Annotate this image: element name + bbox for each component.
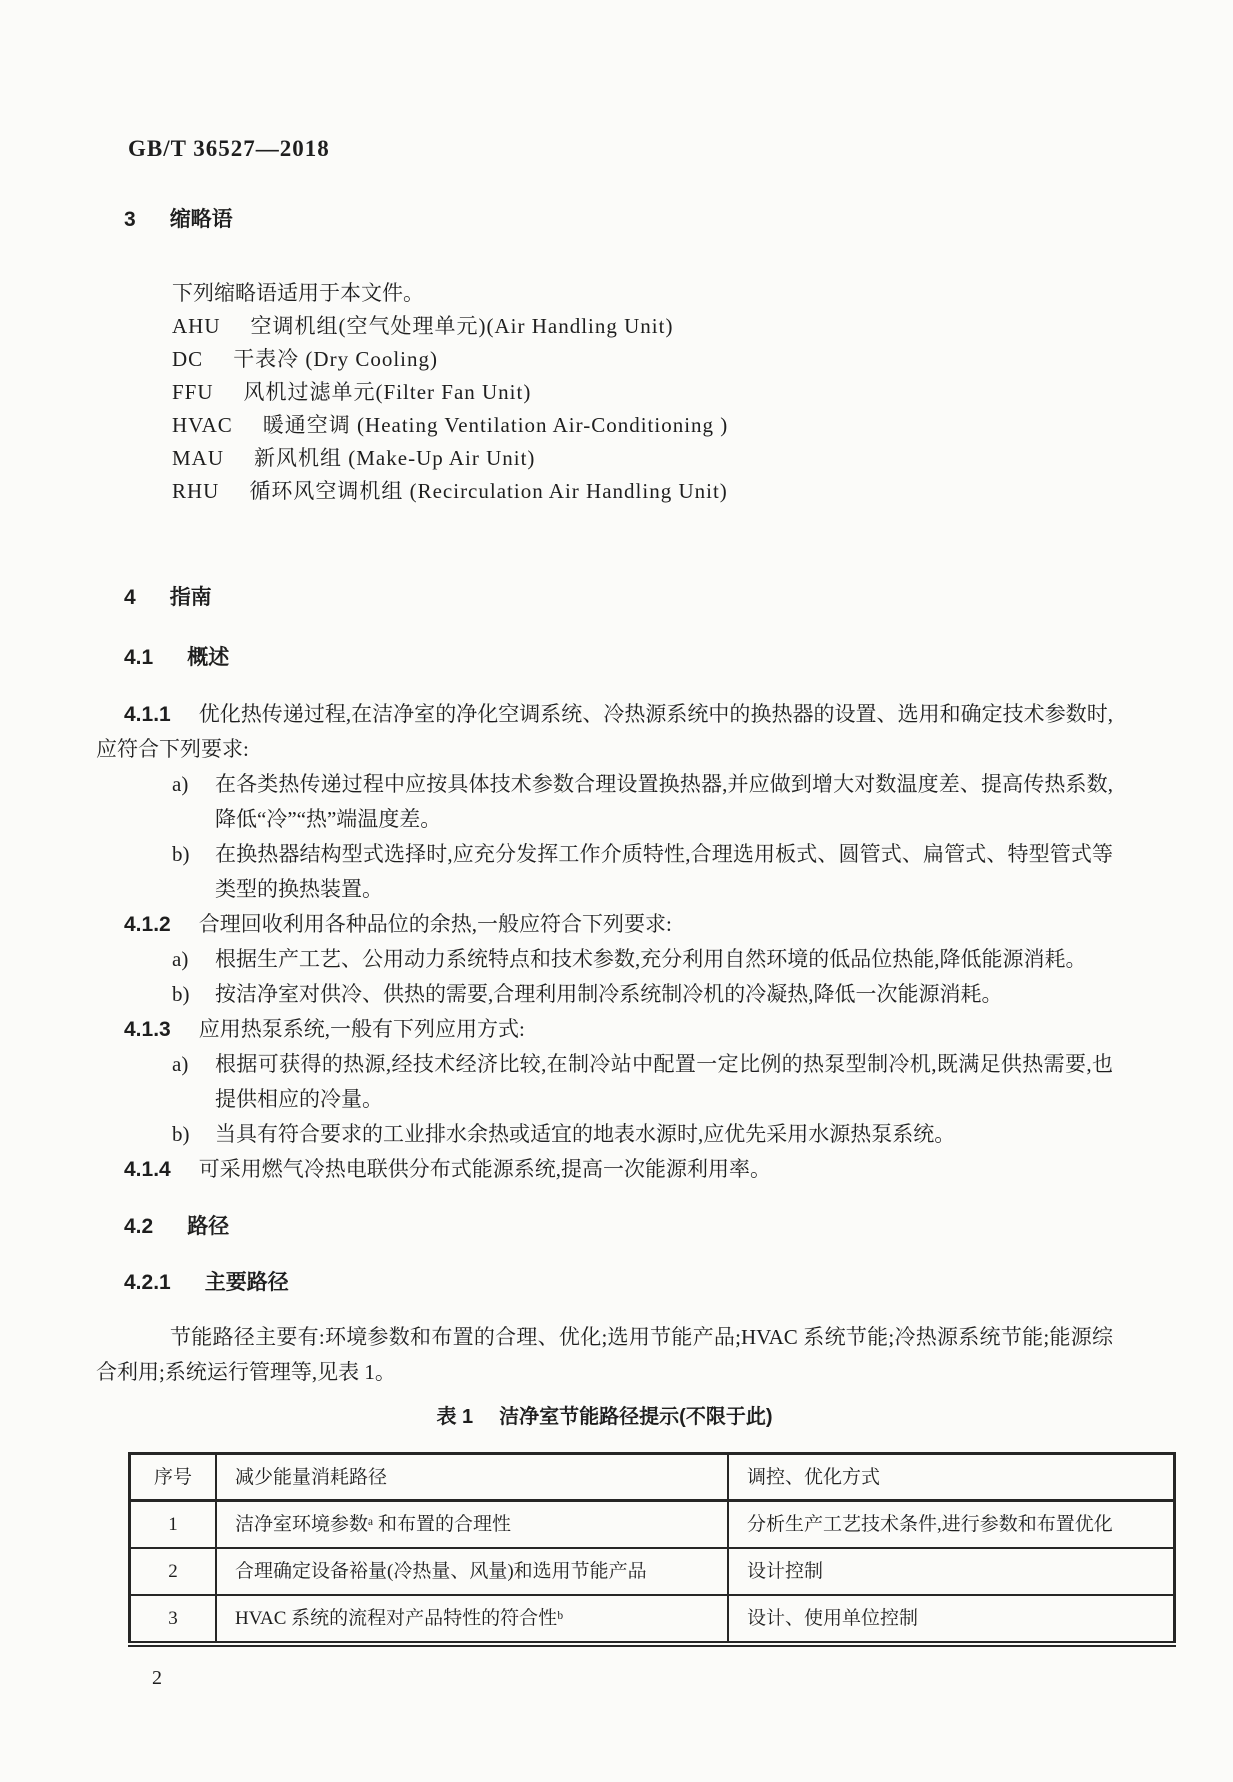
abbreviation-item: [172, 475, 1113, 508]
abbr-code: AHU: [172, 314, 221, 338]
clause-412-text: 合理回收利用各种品位的余热,一般应符合下列要求:: [198, 912, 672, 936]
abbreviation-item: [172, 376, 1113, 409]
clause-412-item-a: [96, 942, 1113, 977]
clause-412-item-b: [96, 977, 1113, 1012]
abbr-definition: 循环风空调机组 (Recirculation Air Handling Unit): [249, 479, 728, 503]
item-label: a): [172, 772, 189, 796]
section42-number: 4.2: [124, 1215, 154, 1238]
abbr-code: DC: [172, 347, 204, 371]
abbr-definition: 空调机组(空气处理单元)(Air Handling Unit): [250, 314, 674, 338]
cell-no: 1: [130, 1501, 217, 1549]
item-text: 根据生产工艺、公用动力系统特点和技术参数,充分利用自然环境的低品位热能,降低能源消耗。: [215, 947, 1087, 971]
abbr-definition: 干表冷 (Dry Cooling): [233, 347, 439, 371]
page-number: 2: [152, 1667, 162, 1689]
abbreviation-item: [172, 409, 1113, 442]
table-row: [130, 1548, 1175, 1595]
clause-412-number: 4.1.2: [124, 913, 171, 936]
cell-method: 设计、使用单位控制: [728, 1595, 1175, 1644]
section4-number: 4: [124, 586, 136, 609]
abbr-code: FFU: [172, 380, 214, 404]
clauses-41: [96, 697, 1113, 1187]
table1-caption-label: 表 1: [436, 1406, 474, 1428]
clause-412: [96, 907, 1113, 942]
item-label: a): [172, 1052, 189, 1076]
cell-path: HVAC 系统的流程对产品特性的符合性ᵇ: [216, 1595, 728, 1644]
abbreviations-intro: 下列缩略语适用于本文件。: [172, 281, 424, 305]
clause-414: [96, 1152, 1113, 1187]
item-text: 根据可获得的热源,经技术经济比较,在制冷站中配置一定比例的热泵型制冷机,既满足供热需要,也提供相应的冷量。: [215, 1052, 1113, 1111]
cell-method: 分析生产工艺技术条件,进行参数和布置优化: [728, 1501, 1175, 1549]
abbreviation-item: [172, 310, 1113, 343]
abbr-code: HVAC: [172, 413, 233, 437]
section42-heading: [124, 1214, 1113, 1240]
section421-title: 主要路径: [204, 1271, 289, 1294]
header-cell-no: 序号: [130, 1454, 217, 1501]
table1-caption-title: 洁净室节能路径提示(不限于此): [499, 1406, 773, 1428]
table-row: [130, 1501, 1175, 1549]
table1-caption: [96, 1404, 1113, 1430]
cell-no: 2: [130, 1548, 217, 1595]
abbr-definition: 新风机组 (Make-Up Air Unit): [254, 446, 536, 470]
abbr-code: MAU: [172, 446, 225, 470]
header-cell-method: 调控、优化方式: [728, 1454, 1175, 1501]
clause-411-number: 4.1.1: [124, 703, 171, 726]
section41-heading: [124, 645, 1113, 671]
clause-411-item-b: [96, 837, 1113, 907]
item-label: a): [172, 947, 189, 971]
section421-number: 4.2.1: [124, 1271, 171, 1294]
clause-413-item-b: [96, 1117, 1113, 1152]
clause-413-text: 应用热泵系统,一般有下列应用方式:: [198, 1017, 525, 1041]
item-text: 当具有符合要求的工业排水余热或适宜的地表水源时,应优先采用水源热泵系统。: [215, 1122, 956, 1146]
clause-414-number: 4.1.4: [124, 1158, 171, 1181]
abbr-code: RHU: [172, 479, 220, 503]
clause-411-text: 优化热传递过程,在洁净室的净化空调系统、冷热源系统中的换热器的设置、选用和确定技术参数时,应符合下列要求:: [96, 702, 1113, 761]
cell-path: 合理确定设备裕量(冷热量、风量)和选用节能产品: [216, 1548, 728, 1595]
section3-title: 缩略语: [169, 208, 233, 231]
item-label: b): [172, 982, 190, 1006]
section41-number: 4.1: [124, 646, 154, 669]
item-label: b): [172, 1122, 190, 1146]
section4-title: 指南: [169, 586, 212, 609]
abbreviation-item: [172, 442, 1113, 475]
cell-path: 洁净室环境参数ᵃ 和布置的合理性: [216, 1501, 728, 1549]
section3-number: 3: [124, 208, 136, 231]
section421-heading: [124, 1270, 1113, 1296]
table-row: [130, 1595, 1175, 1644]
section4-heading: [124, 585, 1113, 611]
abbreviation-item: [172, 343, 1113, 376]
section3-heading: [124, 207, 1113, 233]
cell-method: 设计控制: [728, 1548, 1175, 1595]
header-cell-path: 减少能量消耗路径: [216, 1454, 728, 1501]
clause-413-item-a: [96, 1047, 1113, 1117]
section421-paragraph: 节能路径主要有:环境参数和布置的合理、优化;选用节能产品;HVAC 系统节能;冷热源系统节能;能源综合利用;系统运行管理等,见表 1。: [96, 1325, 1113, 1384]
item-text: 在换热器结构型式选择时,应充分发挥工作介质特性,合理选用板式、圆管式、扁管式、特型管式等类型的换热装置。: [215, 842, 1113, 901]
clause-411: [96, 697, 1113, 767]
clause-413: [96, 1012, 1113, 1047]
abbr-definition: 风机过滤单元(Filter Fan Unit): [243, 380, 532, 404]
clause-414-text: 可采用燃气冷热电联供分布式能源系统,提高一次能源利用率。: [198, 1157, 771, 1181]
doc-number: GB/T 36527—2018: [128, 136, 330, 161]
clause-413-number: 4.1.3: [124, 1018, 171, 1041]
item-text: 在各类热传递过程中应按具体技术参数合理设置换热器,并应做到增大对数温度差、提高传热系数,降低“冷”“热”端温度差。: [215, 772, 1113, 831]
item-label: b): [172, 842, 190, 866]
cell-no: 3: [130, 1595, 217, 1644]
section42-title: 路径: [187, 1215, 230, 1238]
clause-411-item-a: [96, 767, 1113, 837]
abbreviation-list: [172, 310, 1113, 508]
table-header-row: [130, 1454, 1175, 1501]
section41-title: 概述: [187, 646, 230, 669]
item-text: 按洁净室对供冷、供热的需要,合理利用制冷系统制冷机的冷凝热,降低一次能源消耗。: [215, 982, 1003, 1006]
table1: [128, 1452, 1176, 1647]
abbr-definition: 暖通空调 (Heating Ventilation Air-Conditioning ): [262, 413, 729, 437]
